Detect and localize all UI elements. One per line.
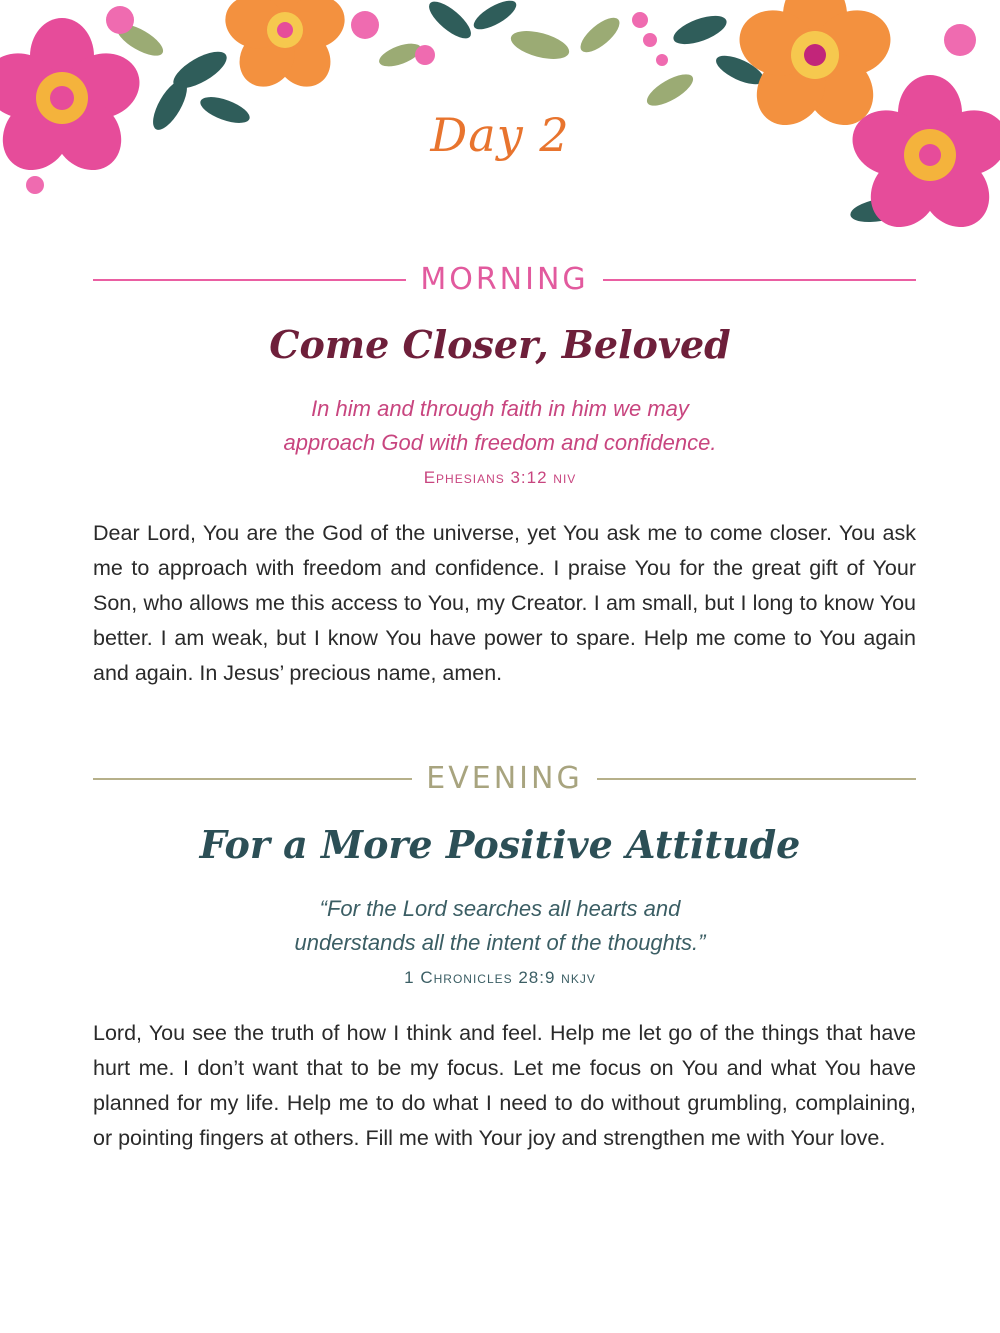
evening-section-header: [93, 759, 916, 799]
verse-line: In him and through faith in him we may: [311, 396, 689, 421]
evening-prayer: Lord, You see the truth of how I think and feel. Help me let go of the things that have hurt me. I don’t want that to be my focus. Let me focus on You and what You have planned for my life. Help me to do what I need to do without grumbling, complaining, or pointing fingers at others. Fill me with Your joy and strengthen me with Your love.: [93, 1021, 916, 1150]
evening-heading: For a More Positive Attitude: [199, 822, 801, 867]
day-title: Day 2: [430, 108, 570, 162]
divider-line: [603, 279, 916, 281]
evening-label: EVENING: [426, 761, 583, 796]
morning-reference: Ephesians 3:12 niv: [423, 468, 577, 487]
verse-line: understands all the intent of the thoughts.”: [294, 930, 706, 955]
divider-line: [597, 778, 916, 780]
divider-line: [93, 279, 406, 281]
evening-verse: [150, 892, 850, 960]
morning-verse: [150, 392, 850, 460]
divider-line: [93, 778, 412, 780]
verse-line: “For the Lord searches all hearts and: [319, 896, 681, 921]
morning-prayer: Dear Lord, You are the God of the universe, yet You ask me to come closer. You ask me to approach with freedom and confidence. I praise You for the great gift of Your Son, who allows me this access to You, my Creator. I am small, but I long to know You better. I am weak, but I know You have power to spare. Help me come to You again and again. In Jesus’ precious name, amen.: [93, 521, 916, 685]
verse-line: approach God with freedom and confidence.: [283, 430, 717, 455]
morning-section-header: [93, 260, 916, 300]
morning-label: MORNING: [420, 262, 589, 297]
morning-heading: Come Closer, Beloved: [269, 322, 731, 367]
evening-reference: 1 Chronicles 28:9 nkjv: [404, 968, 596, 987]
